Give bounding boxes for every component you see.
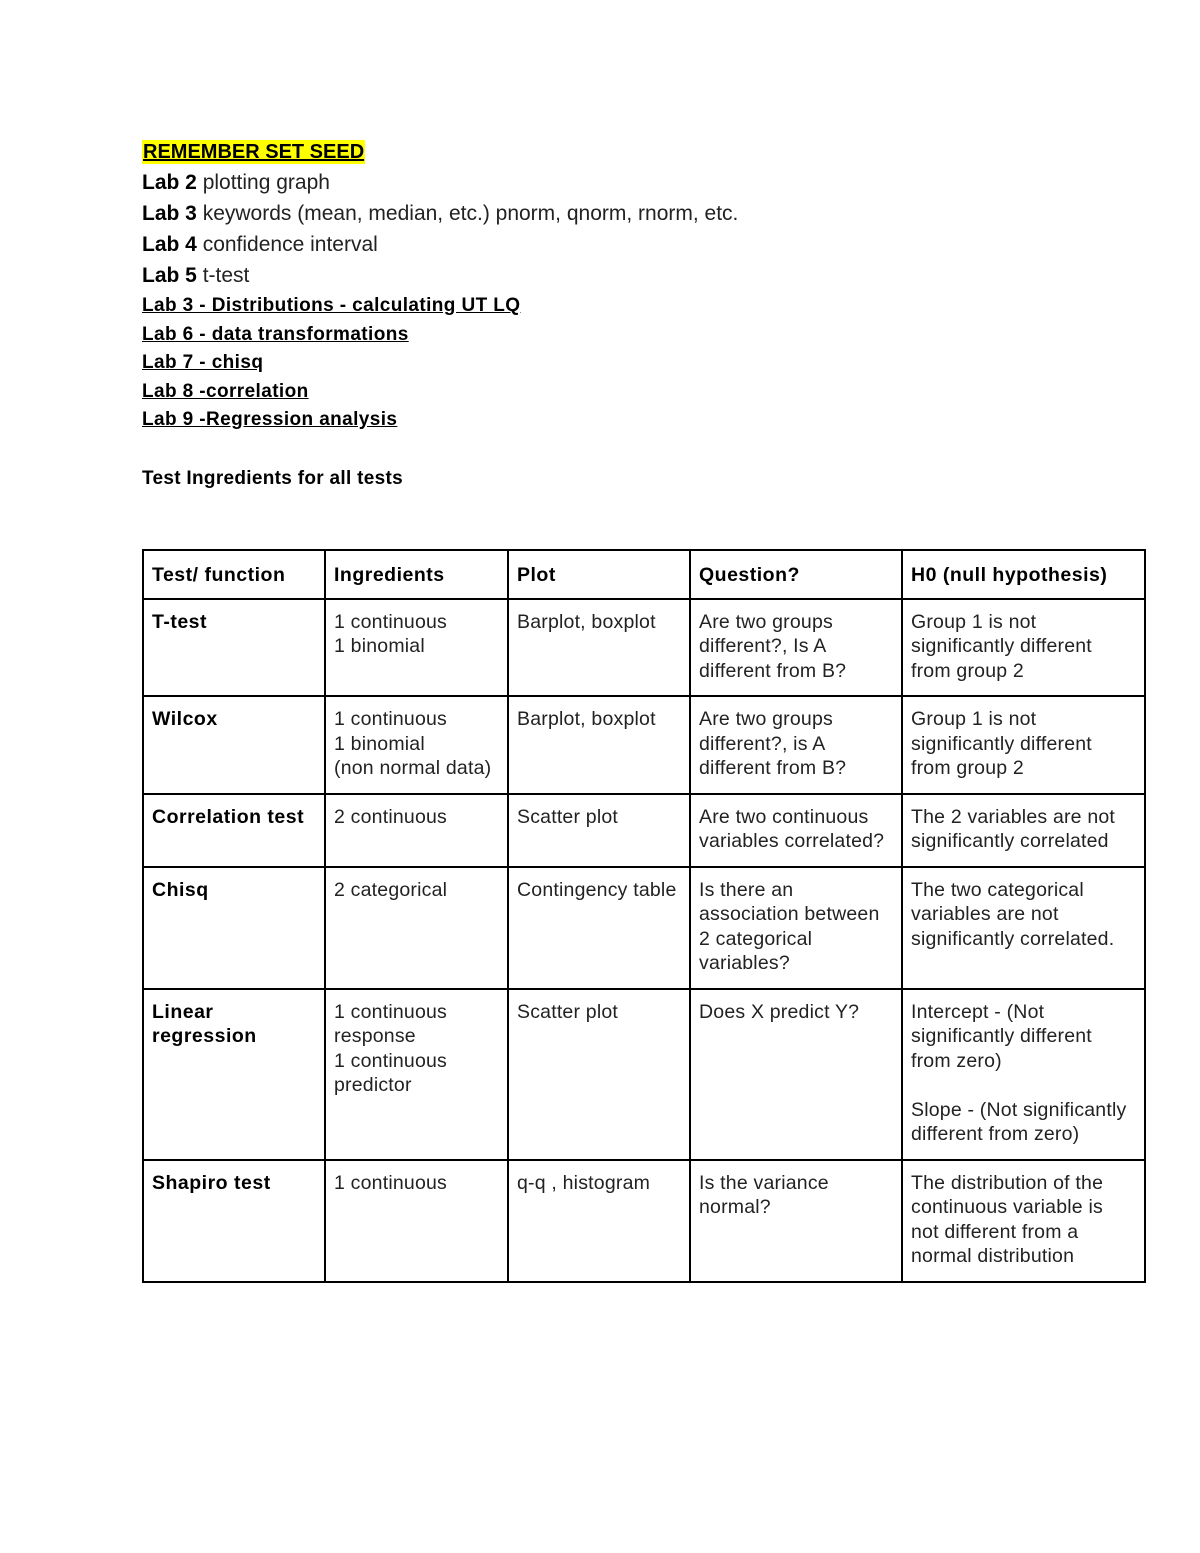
- question-cell: Are two continuous variables correlated?: [690, 794, 902, 867]
- ingredients-cell: [325, 599, 508, 697]
- lab-item-3: [142, 198, 1144, 229]
- lab-desc: keywords (mean, median, etc.) pnorm, qnorm, rnorm, etc.: [202, 202, 739, 225]
- table-row: [143, 599, 1145, 697]
- ingredients-cell: [325, 696, 508, 794]
- test-name-cell: Correlation test: [143, 794, 325, 867]
- table-header-row: [143, 550, 1145, 599]
- table-row: [143, 1160, 1145, 1282]
- plot-cell: Contingency table: [508, 867, 690, 989]
- h0-cell: [902, 867, 1145, 989]
- question-cell: Does X predict Y?: [690, 989, 902, 1160]
- lab-item-2: [142, 167, 1144, 198]
- underlined-lab-item: Lab 6 - data transformations: [142, 323, 409, 345]
- lab-label: Lab 3: [142, 202, 197, 225]
- lab-label: Lab 2: [142, 171, 197, 194]
- ingredient-line: 1 binomial: [334, 732, 425, 755]
- h0-cell: [902, 696, 1145, 794]
- ingredient-line: 1 continuous: [334, 708, 447, 730]
- lab-desc: plotting graph: [202, 171, 330, 194]
- plot-cell: Scatter plot: [508, 794, 690, 867]
- column-header: H0 (null hypothesis): [902, 550, 1145, 599]
- plot-cell: Barplot, boxplot: [508, 599, 690, 697]
- ingredients-cell: [325, 989, 508, 1160]
- reminder-highlight: REMEMBER SET SEED: [143, 141, 365, 163]
- underlined-lab-item: Lab 7 - chisq: [142, 352, 264, 373]
- column-header: Plot: [508, 550, 690, 599]
- question-cell: Is there an association between 2 categorical variables?: [690, 867, 902, 989]
- h0-line: The distribution of the continuous variable is not different from a normal distribution: [911, 1171, 1104, 1267]
- ingredient-line: 1 continuous response: [334, 1000, 447, 1047]
- test-name-cell: Shapiro test: [143, 1160, 325, 1282]
- plot-cell: q-q , histogram: [508, 1160, 690, 1282]
- column-header: Ingredients: [325, 550, 508, 599]
- ingredient-line: 1 binomial: [334, 635, 425, 657]
- reminder-line: [142, 140, 1144, 164]
- h0-cell: [902, 989, 1145, 1160]
- h0-line: The two categorical variables are not significantly correlated.: [911, 878, 1115, 950]
- ingredients-cell: [325, 1160, 508, 1282]
- ingredients-cell: [325, 867, 508, 989]
- underlined-lab-item: Lab 3 - Distributions - calculating UT LQ: [142, 295, 521, 316]
- ingredient-line: 1 continuous predictor: [334, 1049, 447, 1096]
- h0-line: The 2 variables are not significantly correlated: [911, 805, 1116, 852]
- section-title: Test Ingredients for all tests: [142, 467, 403, 489]
- column-header: Test/ function: [143, 550, 325, 599]
- lab-item-4: [142, 229, 1144, 260]
- lab-desc: t-test: [202, 264, 250, 287]
- underlined-lab-item: Lab 8 -correlation: [142, 380, 309, 402]
- question-cell: Are two groups different?, Is A different from B?: [690, 599, 902, 697]
- h0-line: Slope - (Not significantly different from zero): [911, 1098, 1127, 1145]
- test-ingredients-table: [142, 549, 1146, 1283]
- test-name-cell: T-test: [143, 599, 325, 697]
- table-row: [143, 989, 1145, 1160]
- ingredient-line: (non normal data): [334, 757, 492, 779]
- column-header: Question?: [690, 550, 902, 599]
- test-name-cell: Wilcox: [143, 696, 325, 794]
- h0-cell: [902, 1160, 1145, 1282]
- ingredient-line: 1 continuous: [334, 610, 447, 633]
- lab-item-5: [142, 260, 1144, 291]
- test-name-cell: Linear regression: [143, 989, 325, 1160]
- test-name-cell: Chisq: [143, 867, 325, 989]
- h0-line: Intercept - (Not significantly different from zero): [911, 1000, 1092, 1072]
- table-row: [143, 867, 1145, 989]
- h0-cell: [902, 794, 1145, 867]
- lab-label: Lab 4: [142, 233, 197, 256]
- underlined-lab-item: Lab 9 -Regression analysis: [142, 409, 398, 430]
- question-cell: Is the variance normal?: [690, 1160, 902, 1282]
- ingredients-cell: [325, 794, 508, 867]
- document-page: [142, 140, 1144, 1267]
- h0-line: Group 1 is not significantly different from group 2: [911, 610, 1092, 682]
- underlined-lab-list: [142, 292, 1144, 435]
- plot-cell: Scatter plot: [508, 989, 690, 1160]
- lab-label: Lab 5: [142, 264, 197, 287]
- table-row: [143, 794, 1145, 867]
- ingredient-line: 2 categorical: [334, 878, 448, 901]
- lab-list: [142, 167, 1144, 291]
- lab-desc: confidence interval: [202, 233, 378, 256]
- ingredient-line: 1 continuous: [334, 1171, 447, 1194]
- table-row: [143, 696, 1145, 794]
- ingredient-line: 2 continuous: [334, 805, 447, 828]
- h0-spacer: [911, 1073, 1136, 1098]
- h0-line: Group 1 is not significantly different from group 2: [911, 708, 1092, 779]
- plot-cell: Barplot, boxplot: [508, 696, 690, 794]
- h0-cell: [902, 599, 1145, 697]
- question-cell: Are two groups different?, is A different from B?: [690, 696, 902, 794]
